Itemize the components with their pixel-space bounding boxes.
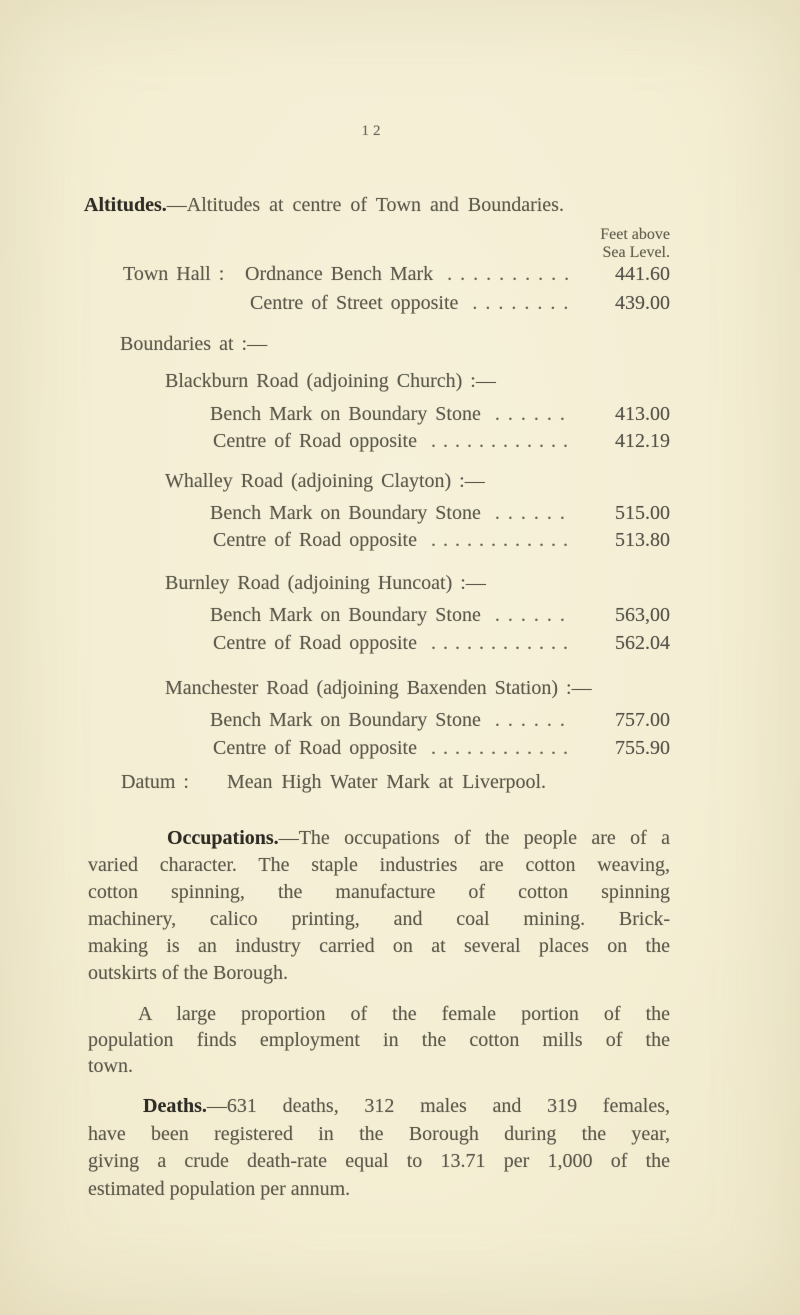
altitude-row [0,737,670,763]
road-heading-blackburn: Blackburn Road (adjoining Church) :— [165,370,496,392]
dot-leader: .......... [447,263,578,285]
paragraph-line: outskirts of the Borough. [88,962,288,984]
occupations-paragraph [88,825,670,987]
town-hall-row-2 [0,292,670,318]
row-label: Centre of Street opposite [250,292,459,314]
altitude-row [0,709,670,735]
datum-label: Datum : [121,771,189,793]
row-label: Bench Mark on Boundary Stone [210,403,481,425]
row-value: 755.90 [615,737,670,759]
dot-leader: ...... [494,709,573,731]
column-header-line2: Sea Level. [602,244,670,261]
road-heading-manchester: Manchester Road (adjoining Baxenden Station) :— [165,677,592,699]
row-value: 513.80 [615,529,670,551]
paragraph-line: giving a crude death-rate equal to 13.71 per 1,000 of the [88,1150,670,1172]
row-label: Centre of Road opposite [213,737,417,759]
deaths-heading: Deaths. [143,1095,207,1117]
deaths-first-line: —631 deaths, 312 males and 319 females, [206,1095,670,1117]
dot-leader: ........ [472,292,577,314]
paragraph-line: have been registered in the Borough during the year, [88,1122,670,1145]
altitude-row [0,604,670,630]
paragraph-line: population finds employment in the cotton mills of the [88,1029,670,1051]
paragraph-line: cotton spinning, the manufacture of cotton spinning [88,881,670,903]
row-value: 412.19 [615,430,670,452]
feet-above-sea-level-header [370,226,670,262]
altitudes-heading-rest: —Altitudes at centre of Town and Boundaries. [166,194,564,216]
dot-leader: ...... [494,604,573,626]
town-hall-label: Town Hall : [123,263,225,285]
deaths-paragraph [88,1093,670,1203]
paragraph-line: town. [88,1055,133,1077]
row-label: Bench Mark on Boundary Stone [210,604,481,626]
row-value: 757.00 [615,709,670,731]
row-label: Ordnance Bench Mark [245,263,434,285]
datum-text: Mean High Water Mark at Liverpool. [227,771,547,793]
altitudes-heading-bold: Altitudes. [84,194,167,216]
occupations-heading: Occupations. [167,827,279,849]
paragraph-line: A large proportion of the female portion of the [138,1003,670,1025]
road-heading-burnley: Burnley Road (adjoining Huncoat) :— [165,572,486,594]
town-hall-row-1 [0,263,670,289]
dot-leader: ............ [430,430,575,452]
paragraph-line: estimated population per annum. [88,1177,351,1200]
altitude-row [0,529,670,555]
altitude-row [0,632,670,658]
row-label: Centre of Road opposite [213,430,417,452]
dot-leader: ............ [430,737,575,759]
paragraph-line: making is an industry carried on at several places on the [88,935,670,957]
row-value: 515.00 [615,502,670,524]
column-header-line1: Feet above [600,226,670,243]
page-number: 12 [361,123,385,139]
row-label: Bench Mark on Boundary Stone [210,502,481,524]
row-label: Bench Mark on Boundary Stone [210,709,481,731]
row-value: 439.00 [615,292,670,314]
row-value: 441.60 [615,263,670,285]
row-label: Centre of Road opposite [213,632,417,654]
altitudes-heading [84,194,684,217]
row-value: 413.00 [615,403,670,425]
dot-leader: ...... [494,403,573,425]
row-value: 563,00 [615,604,670,626]
boundaries-at-label: Boundaries at :— [120,333,268,355]
female-employment-paragraph [88,1001,670,1079]
dot-leader: ...... [494,502,573,524]
altitude-row [0,403,670,429]
paragraph-line: varied character. The staple industries are cotton weaving, [88,854,670,876]
road-heading-whalley: Whalley Road (adjoining Clayton) :— [165,470,485,492]
altitude-row [0,430,670,456]
altitude-row [0,502,670,528]
dot-leader: ............ [430,529,575,551]
occupations-first-line: —The occupations of the people are of a [278,827,670,849]
row-label: Centre of Road opposite [213,529,417,551]
row-value: 562.04 [615,632,670,654]
dot-leader: ............ [430,632,575,654]
paragraph-line: machinery, calico printing, and coal mining. Brick- [88,908,670,930]
